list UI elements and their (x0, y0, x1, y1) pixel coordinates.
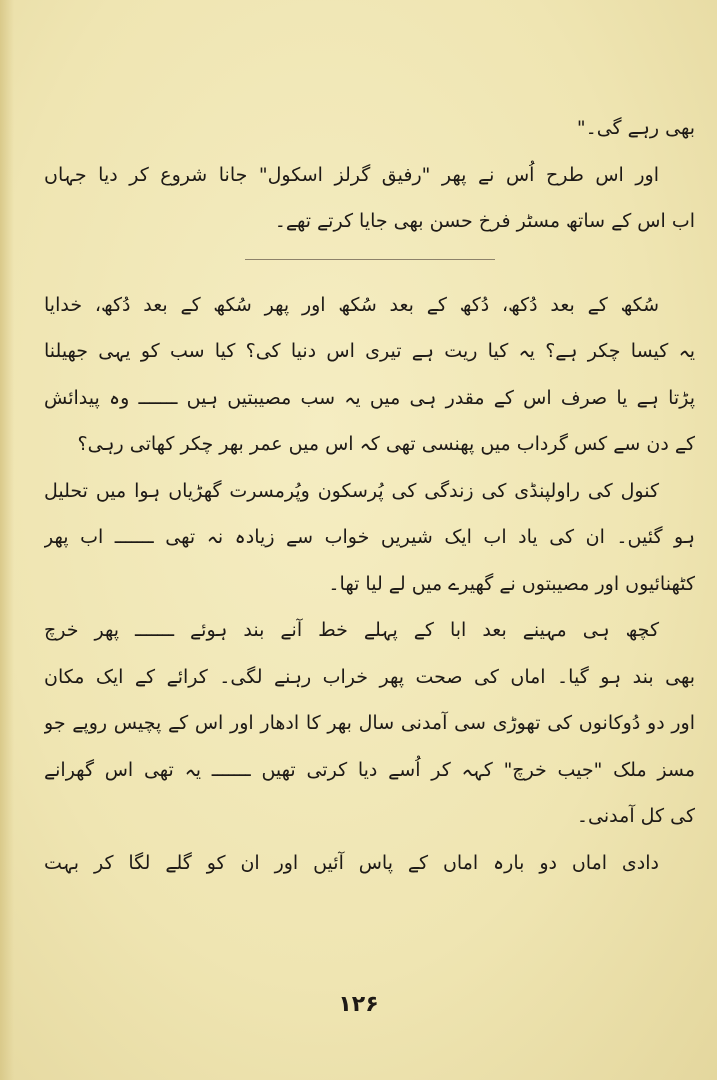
text-line: کٹھنائیوں اور مصیبتوں نے گھیرے میں لے لیا تھا۔ (328, 572, 695, 595)
text-line: پڑتا ہے یا صرف اس کے مقدر ہی میں یہ سب مصیبتیں ہیں ـــــــ وہ پیدائش (44, 386, 695, 409)
page-number: ۱۲۶ (338, 992, 379, 1017)
text-line: کی کل آمدنی۔ (576, 805, 695, 827)
text-line: اور اس طرح اُس نے پھر "رفیق گرلز اسکول" جانا شروع کر دیا جہاں (44, 163, 659, 186)
text-line: یہ کیسا چکر ہے؟ یہ کیا ریت ہے تیری اس دنیا کی؟ کیا سب کو یہی جھیلنا (44, 340, 695, 362)
text-line: ہو گئیں۔ ان کی یاد اب ایک شیریں خواب سے زیادہ نہ تھی ـــــــ اب پھر (44, 526, 695, 548)
text-line: اب اس کے ساتھ مسٹر فرخ حسن بھی جایا کرتے تھے۔ (274, 210, 695, 232)
text-line: کے دن سے کس گرداب میں پھنسی تھی کہ اس میں عمر بھر چکر کھاتی رہی؟ (77, 433, 695, 455)
text-line: کنول کی راولپنڈی کی زندگی کی پُرسکون وپُرمسرت گھڑیاں ہوا میں تحلیل (44, 479, 659, 502)
page-edge-shadow (0, 0, 14, 1080)
page-text (44, 105, 695, 886)
section-divider (245, 259, 495, 260)
text-line: اور دو دُوکانوں کی تھوڑی سی آمدنی سال بھر کا ادھار اور اس کے پچیس روپے جو (44, 712, 695, 734)
text-line: کچھ ہی مہینے بعد ابا کے پہلے خط آنے بند ہوئے ـــــــ پھر خرچ (44, 619, 659, 641)
text-line: بھی رہے گی۔" (576, 117, 695, 139)
text-line: دادی اماں دو بارہ اماں کے پاس آئیں اور ان کو گلے لگا کر بہت (44, 851, 659, 874)
text-line: بھی بند ہو گیا۔ اماں کی صحت پھر خراب رہنے لگی۔ کرائے کے ایک مکان (44, 665, 695, 688)
text-line: سُکھ کے بعد دُکھ، دُکھ کے بعد سُکھ اور پھر سُکھ کے بعد دُکھ، خدایا (44, 293, 659, 316)
text-line: مسز ملک "جیب خرچ" کہہ کر اُسے دیا کرتی تھیں ـــــــ یہ تھی اس گھرانے (44, 758, 695, 781)
